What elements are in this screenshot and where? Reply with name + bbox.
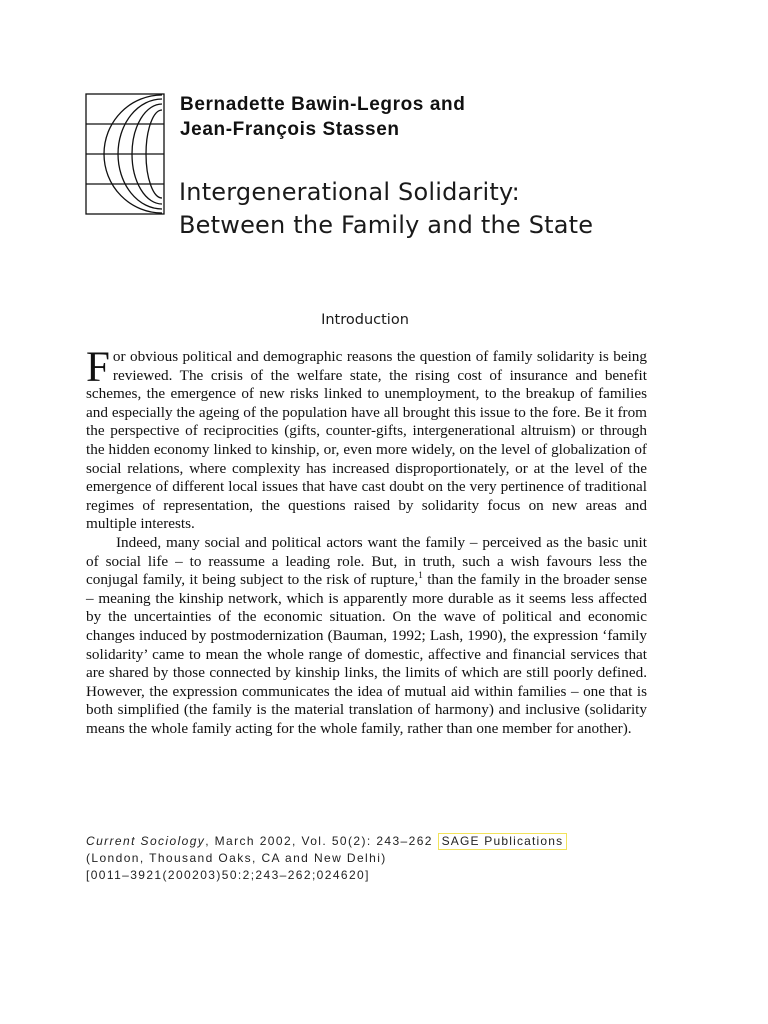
paragraph-2-text-a: Indeed, many social and political actors want the family – perceived as the basic unit of social life – to reassume a leading role. But, in truth, such a wish favours less the conjugal family, it being subject to the risk of rupture, (86, 533, 647, 589)
journal-name: Current Sociology (86, 834, 206, 848)
author-line-1: Bernadette Bawin-Legros and (180, 94, 466, 115)
citation-details: , March 2002, Vol. 50(2): 243–262 (205, 834, 438, 848)
title-line-1: Intergenerational Solidarity: (179, 178, 520, 206)
drop-cap: F (86, 344, 110, 391)
footnote-marker[interactable]: 1 (418, 571, 423, 582)
article-body (86, 344, 647, 738)
paragraph-2-text-b: than the family in the broader sense – meaning the kinship network, which is apparently more durable as it seems less affected by the uncertainties of the economic situation. On the wave of political and economic changes induced by postmodernization (Bauman, 1992; Lash, 1990), the expression ‘family solidarity’ came to mean the whole range of domestic, affective and financial services that are shared by those connected by kinship links, the limits of which are still poorly defined. However, the expression communicates the idea of mutual aid within families – one that is both simplified (the family is the material translation of harmony) and inclusive (solidarity means the whole family acting for the whole family, rather than one member for another). (86, 571, 647, 737)
paragraph-1 (86, 344, 647, 534)
citation-location: (London, Thousand Oaks, CA and New Delhi) (86, 851, 387, 865)
article-title (179, 176, 593, 242)
publisher-link[interactable]: SAGE Publications (438, 833, 568, 850)
section-heading: Introduction (321, 312, 409, 328)
paragraph-1-text: or obvious political and demographic reasons the question of family solidarity is being reviewed. The crisis of the welfare state, the rising cost of insurance and benefit schemes, the emergence of new risks linked to unemployment, to the breakup of families and especially the ageing of the population have all brought this issue to the fore. Be it from the perspective of reciprocities (gifts, counter-gifts, intergenerational altruism) or through the hidden economy linked to kinship, or, even more widely, on the level of globalization of social relations, where complexity has increased disproportionately, or at the level of the emergence of different local issues that have cast doubt on the very pertinence of traditional regimes of representation, the questions raised by solidarity focus on new areas and multiple interests. (86, 348, 647, 533)
paragraph-2 (86, 534, 647, 739)
citation-line-1 (86, 833, 686, 850)
citation-block (86, 833, 686, 884)
title-line-2: Between the Family and the State (179, 211, 594, 239)
globe-grid-logo (84, 92, 166, 216)
citation-identifier: [0011–3921(200203)50:2;243–262;024620] (86, 868, 370, 882)
author-names (180, 92, 465, 142)
author-line-2: Jean-François Stassen (180, 119, 400, 140)
